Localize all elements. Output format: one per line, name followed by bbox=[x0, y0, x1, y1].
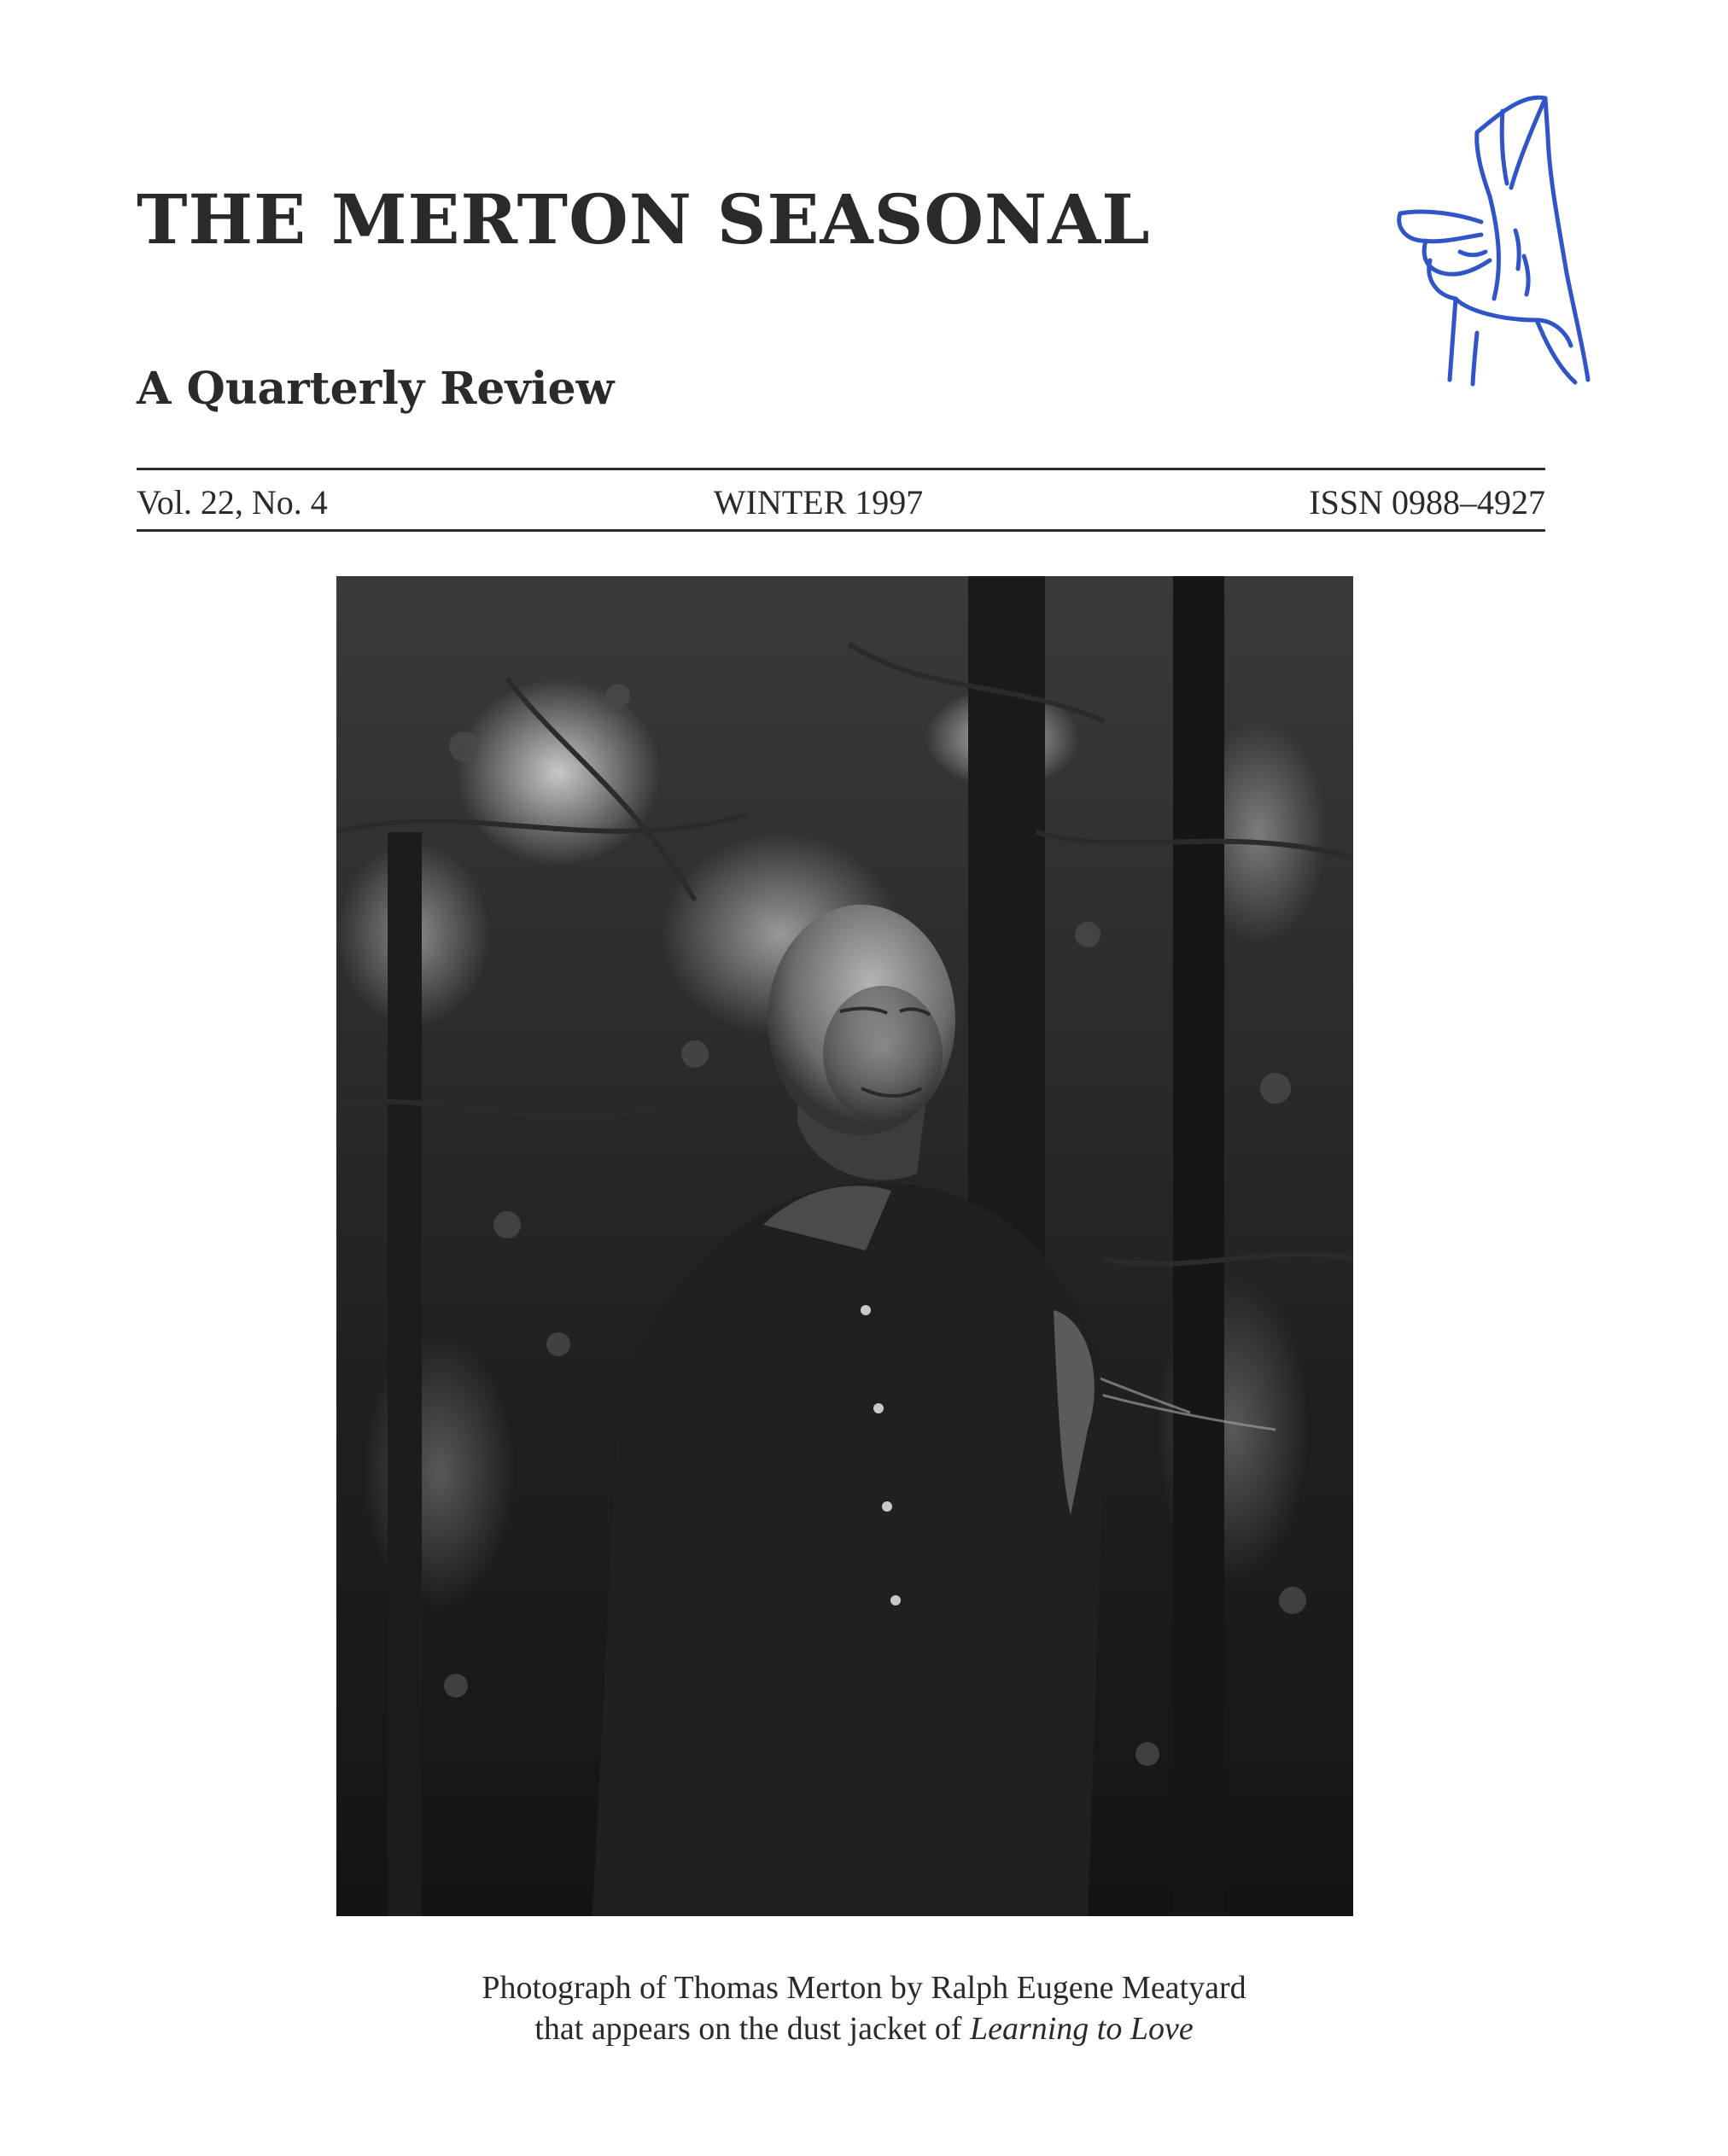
caption-line-2 bbox=[0, 2008, 1728, 2049]
masthead-title: THE MERTON SEASONAL bbox=[137, 179, 1151, 259]
issue-issn: ISSN 0988–4927 bbox=[1309, 482, 1545, 522]
masthead-subtitle: A Quarterly Review bbox=[137, 363, 615, 415]
portrait-photograph bbox=[336, 576, 1353, 1916]
caption-line-1: Photograph of Thomas Merton by Ralph Eugene Meatyard bbox=[482, 1970, 1246, 2006]
caption-line-2-prefix: that appears on the dust jacket of bbox=[534, 2011, 970, 2047]
cover-photograph bbox=[336, 576, 1353, 1916]
issue-season: WINTER 1997 bbox=[713, 482, 924, 522]
caption-book-title: Learning to Love bbox=[969, 2011, 1194, 2047]
hooded-monk-sketch-icon bbox=[1375, 85, 1597, 401]
issue-info-bar bbox=[137, 478, 1545, 526]
bottom-rule bbox=[137, 529, 1545, 532]
top-rule bbox=[137, 468, 1545, 470]
photo-caption bbox=[0, 1967, 1728, 2049]
issue-volume: Vol. 22, No. 4 bbox=[137, 482, 328, 522]
